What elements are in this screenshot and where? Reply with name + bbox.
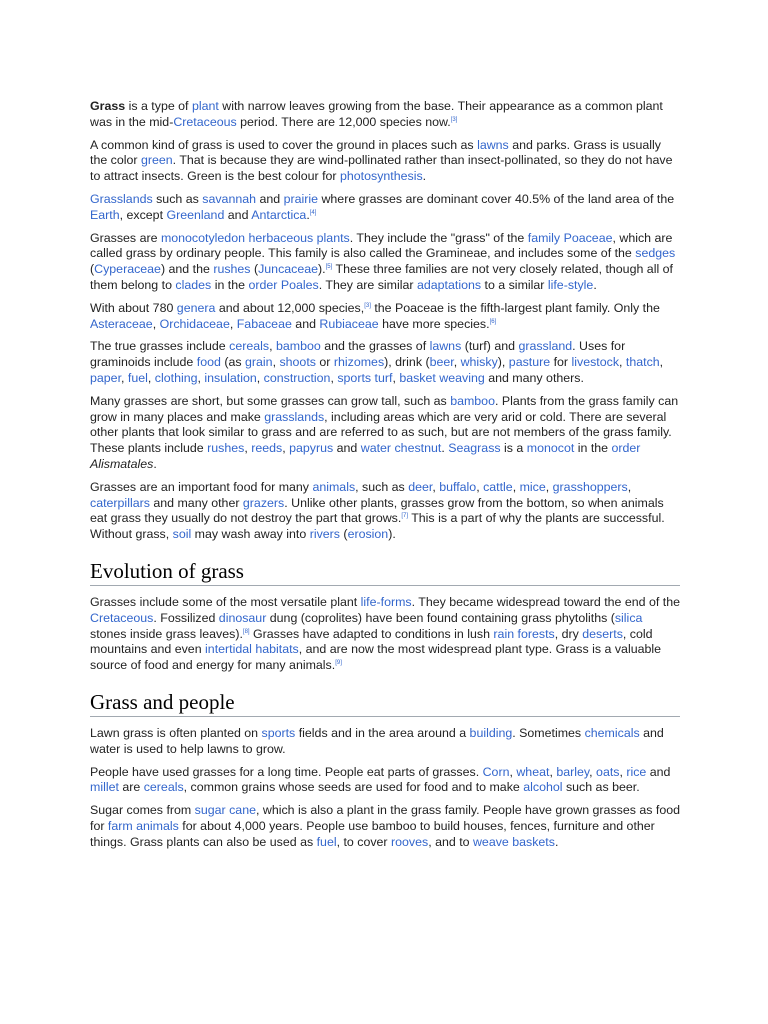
italic-term: Alismatales [90,456,154,471]
link-savannah[interactable]: savannah [202,191,257,206]
text-run: , except [119,207,167,222]
bold-term: Grass [90,99,126,113]
text-run: . [306,207,310,222]
link-livestock[interactable]: livestock [571,355,620,370]
link-sugar-cane[interactable]: sugar cane [194,803,256,818]
link-order[interactable]: order [248,277,278,292]
citation-ref[interactable]: [7] [401,513,408,520]
link-green[interactable]: green [140,153,173,168]
text-run: , and are now the most widespread plant type. Grass is a valuable source of food and energy for many animals. [90,642,662,673]
text-run: such as [152,191,203,206]
text-run: and parks. Grass is usually the color [90,137,661,168]
text-run: fields and in the area around a [295,725,470,740]
text-run: . [554,834,559,849]
text-run: , [392,370,400,385]
text-run: is a [500,441,527,456]
link-lawns[interactable]: lawns [477,137,509,152]
text-run: , [229,316,237,331]
text-run: , [244,441,252,456]
link-grain[interactable]: grain [245,355,273,370]
link-whisky[interactable]: whisky [460,355,498,370]
link-grasshoppers[interactable]: grasshoppers [552,479,628,494]
text-run: A common kind of grass is used to cover the ground in places such as [90,137,478,152]
link-insulation[interactable]: insulation [204,370,257,385]
link-genera[interactable]: genera [176,300,216,315]
link-seagrass[interactable]: Seagrass [448,441,501,456]
text-run: . Fossilized [153,610,219,625]
link-caterpillars[interactable]: caterpillars [90,495,150,510]
link-deer[interactable]: deer [408,479,433,494]
section-evolution-of-grass [90,558,680,674]
text-run: for about 4,000 years. People use bamboo to build houses, fences, furniture and other things. Grass plants can also be used as [90,818,655,849]
link-rushes[interactable]: rushes [207,441,245,456]
citation-ref[interactable]: [5] [325,264,333,271]
section-heading: Grass and people [90,689,680,717]
text-run: This is a part of why the plants are successful. Without grass, [90,511,665,542]
text-run: , cold mountains and even [90,626,653,657]
text-run: and water is used to help lawns to grow. [90,725,664,756]
text-run: ) and the [160,262,214,277]
link-cereals[interactable]: cereals [229,339,270,354]
paragraph-p3 [90,192,680,224]
link-sedges[interactable]: sedges [635,246,676,261]
link-farm-animals[interactable]: farm animals [107,818,179,833]
text-run: . Sometimes [512,725,585,740]
link-adaptations[interactable]: adaptations [416,277,482,292]
link-plant[interactable]: plant [191,99,219,113]
text-run: and about 12,000 species, [215,300,365,315]
link-cyperaceae[interactable]: Cyperaceae [94,262,161,277]
text-run: , [453,355,461,370]
text-run: , such as [355,479,409,494]
text-run: Lawn grass is often planted on [90,725,262,740]
text-run: People have used grasses for a long time. People eat parts of grasses. [90,764,483,779]
text-run: . [593,277,597,292]
link-asteraceae[interactable]: Asteraceae [90,316,153,331]
text-run: . [422,169,427,184]
link-beer[interactable]: beer [429,355,454,370]
link-clothing[interactable]: clothing [154,370,198,385]
link-rushes[interactable]: rushes [213,262,251,277]
link-fuel[interactable]: fuel [127,370,148,385]
section-heading: Evolution of grass [90,558,680,586]
link-paper[interactable]: paper [90,370,122,385]
text-run: , [589,764,597,779]
text-run: , [282,441,290,456]
text-run: , [197,370,205,385]
paragraph-p5 [90,301,680,333]
paragraph-p1 [90,99,680,131]
link-chemicals[interactable]: chemicals [584,725,640,740]
link-bamboo[interactable]: bamboo [275,339,321,354]
link-photosynthesis[interactable]: photosynthesis [340,169,423,184]
text-run: , [272,355,280,370]
link-deserts[interactable]: deserts [582,626,623,641]
link-rooves[interactable]: rooves [391,834,429,849]
paragraph-s2p1 [90,726,680,758]
link-order[interactable]: order [611,441,641,456]
link-grazers[interactable]: grazers [242,495,285,510]
text-run: Many grasses are short, but some grasses can grow tall, such as [90,393,451,408]
section-grass-and-people [90,689,680,851]
link-rivers[interactable]: rivers [309,527,340,542]
link-buffalo[interactable]: buffalo [439,479,477,494]
link-intertidal-habitats[interactable]: intertidal habitats [205,642,299,657]
text-run: , to cover [336,834,391,849]
text-run: ), [497,355,509,370]
text-run: in the [211,277,249,292]
link-rhizomes[interactable]: rhizomes [333,355,385,370]
link-sports[interactable]: sports [261,725,296,740]
text-run: . They became widespread toward the end of the [411,594,681,609]
text-run: , [269,339,276,354]
text-run: have more species. [378,316,490,331]
citation-ref[interactable]: [9] [335,660,342,667]
text-run: with narrow leaves growing from the base. Their appearance as a common plant was in the mid- [90,99,663,129]
citation-ref[interactable]: [8] [242,628,250,635]
link-food[interactable]: food [196,355,221,370]
link-poales[interactable]: Poales [280,277,319,292]
link-family[interactable]: family [527,230,561,245]
text-run: in the [574,441,612,456]
text-run: (turf) and [461,339,519,354]
link-earth[interactable]: Earth [90,207,120,222]
link-cretaceous[interactable]: Cretaceous [173,114,237,129]
text-run: , [330,370,338,385]
link-clades[interactable]: clades [175,277,212,292]
link-sports-turf[interactable]: sports turf [337,370,393,385]
link-erosion[interactable]: erosion [347,527,389,542]
text-run: such as beer. [562,780,640,795]
link-grasslands[interactable]: grasslands [264,409,325,424]
paragraph-p7 [90,394,680,473]
text-run: . Uses for graminoids include [90,339,626,370]
link-barley[interactable]: barley [556,764,590,779]
link-alcohol[interactable]: alcohol [523,780,563,795]
link-rice[interactable]: rice [626,764,647,779]
text-run: and [646,764,671,779]
text-run: Grasses have adapted to conditions in lush [249,626,494,641]
link-lawns[interactable]: lawns [429,339,462,354]
text-run: for [550,355,572,370]
link-fabaceae[interactable]: Fabaceae [236,316,292,331]
link-pasture[interactable]: pasture [508,355,551,370]
article-sections [90,558,680,851]
link-prairie[interactable]: prairie [283,191,319,206]
text-run: , [476,479,484,494]
link-grasslands[interactable]: Grasslands [90,191,153,206]
text-run: , [545,479,553,494]
text-run: and [291,316,320,331]
link-reeds[interactable]: reeds [251,441,283,456]
link-life-forms[interactable]: life-forms [360,594,412,609]
text-run: , including areas which are very arid or cold. There are several other plants that look similar to grass and are referred to as such, but are not members of the grass family. These plants include [90,409,672,456]
text-run: period. There are 12,000 species now. [236,114,451,129]
link-cattle[interactable]: cattle [483,479,513,494]
citation-ref[interactable]: [3] [450,116,458,123]
text-run: , [509,764,517,779]
link-fuel[interactable]: fuel [316,834,337,849]
text-run: , and to [428,834,473,849]
text-run: The true grasses include [90,339,230,354]
text-run: , [659,355,664,370]
link-animals[interactable]: animals [312,479,356,494]
text-run: . That is because they are wind-pollinated rather than insect-pollinated, so they do not have to attract insects. Green is the best colour for [90,153,673,184]
text-run: . Unlike other plants, grasses grow from the bottom, so when animals eat grass they usually do not destroy the part that grows. [90,495,664,526]
link-monocot[interactable]: monocot [526,441,575,456]
link-water-chestnut[interactable]: water chestnut [360,441,442,456]
text-run: ). [388,527,396,542]
link-greenland[interactable]: Greenland [166,207,225,222]
link-weave-baskets[interactable]: weave baskets [472,834,555,849]
text-run: the Poaceae is the fifth-largest plant family. Only the [370,300,660,315]
text-run: , [627,479,632,494]
text-run: , which is also a plant in the grass family. People have grown grasses as food for [90,803,681,833]
text-run: . They include the "grass" of the [349,230,528,245]
text-run: Grasses are [90,230,161,245]
text-run: , [512,479,520,494]
link-thatch[interactable]: thatch [625,355,660,370]
citation-ref[interactable]: [6] [489,318,497,325]
text-run: Sugar comes from [90,803,195,818]
link-antarctica[interactable]: Antarctica [251,207,307,222]
link-corn[interactable]: Corn [482,764,510,779]
link-shoots[interactable]: shoots [279,355,316,370]
paragraph-p6 [90,339,680,386]
paragraph-p8 [90,480,680,543]
text-run: , dry [554,626,583,641]
text-run: , [256,370,264,385]
lead-section [90,99,680,543]
link-oats[interactable]: oats [596,764,620,779]
text-run: and [224,207,252,222]
text-run: and many other [149,495,243,510]
paragraph-p4 [90,231,680,294]
text-run: . [441,441,449,456]
text-run: , which are called grass by ordinary people. This family is also called the Gramineae, and includes some of the [90,230,673,261]
link-monocotyledon[interactable]: monocotyledon [160,230,245,245]
text-run: Grasses include some of the most versatile plant [90,594,361,609]
text-run: ( [90,262,95,277]
article-body [90,99,680,857]
text-run: , [121,370,128,385]
text-run: , [619,764,627,779]
text-run: and [333,441,361,456]
paragraph-s1p1 [90,595,680,674]
paragraph-s2p2 [90,765,680,797]
link-cereals[interactable]: cereals [143,780,184,795]
link-life-style[interactable]: life-style [547,277,594,292]
link-plants[interactable]: plants [316,230,350,245]
text-run: . Plants from the grass family can grow in many places and make [90,393,679,424]
link-poaceae[interactable]: Poaceae [563,230,613,245]
text-run: , [619,355,626,370]
link-millet[interactable]: millet [90,780,119,795]
text-run: , [549,764,557,779]
text-run: , [152,316,160,331]
text-run: , [147,370,155,385]
text-run: . They are similar [318,277,417,292]
text-run: and [256,191,284,206]
link-construction[interactable]: construction [263,370,331,385]
link-silica[interactable]: silica [614,610,643,625]
citation-ref[interactable]: [4] [309,209,317,216]
text-run: These three families are not very closely related, though all of them belong to [90,262,673,292]
text-run: ). [318,262,326,277]
link-juncaceae[interactable]: Juncaceae [258,262,319,277]
text-run: are [118,780,144,795]
link-soil[interactable]: soil [172,527,192,542]
link-cretaceous[interactable]: Cretaceous [90,610,154,625]
text-run: to a similar [481,277,548,292]
text-run: . [153,456,157,471]
text-run: dung (coprolites) have been found containing grass phytoliths ( [266,610,615,625]
link-basket-weaving[interactable]: basket weaving [399,370,485,385]
link-papyrus[interactable]: papyrus [289,441,334,456]
link-rubiaceae[interactable]: Rubiaceae [319,316,379,331]
text-run: , common grains whose seeds are used for food and to make [183,780,524,795]
citation-ref[interactable]: [3] [364,302,371,309]
paragraph-p2 [90,138,680,185]
text-run: (as [220,355,245,370]
text-run: ( [339,527,348,542]
text-run: or [315,355,334,370]
text-run: , [432,479,440,494]
text-run: and many others. [484,370,584,385]
text-run: ( [250,262,259,277]
link-mice[interactable]: mice [519,479,546,494]
paragraph-s2p3 [90,803,680,850]
link-orchidaceae[interactable]: Orchidaceae [159,316,230,331]
link-wheat[interactable]: wheat [516,764,550,779]
link-herbaceous[interactable]: herbaceous [248,230,314,245]
link-rain-forests[interactable]: rain forests [493,626,555,641]
text-run: where grasses are dominant cover 40.5% of the land area of the [318,191,675,206]
link-grassland[interactable]: grassland [518,339,573,354]
text-run: With about 780 [90,300,177,315]
text-run: may wash away into [191,527,310,542]
text-run: is a type of [125,99,192,113]
text-run: and the grasses of [320,339,430,354]
text-run: stones inside grass leaves). [90,626,243,641]
link-building[interactable]: building [469,725,513,740]
text-run: Grasses are an important food for many [90,479,313,494]
link-bamboo[interactable]: bamboo [450,393,495,408]
text-run: ), drink ( [384,355,430,370]
link-dinosaur[interactable]: dinosaur [218,610,267,625]
